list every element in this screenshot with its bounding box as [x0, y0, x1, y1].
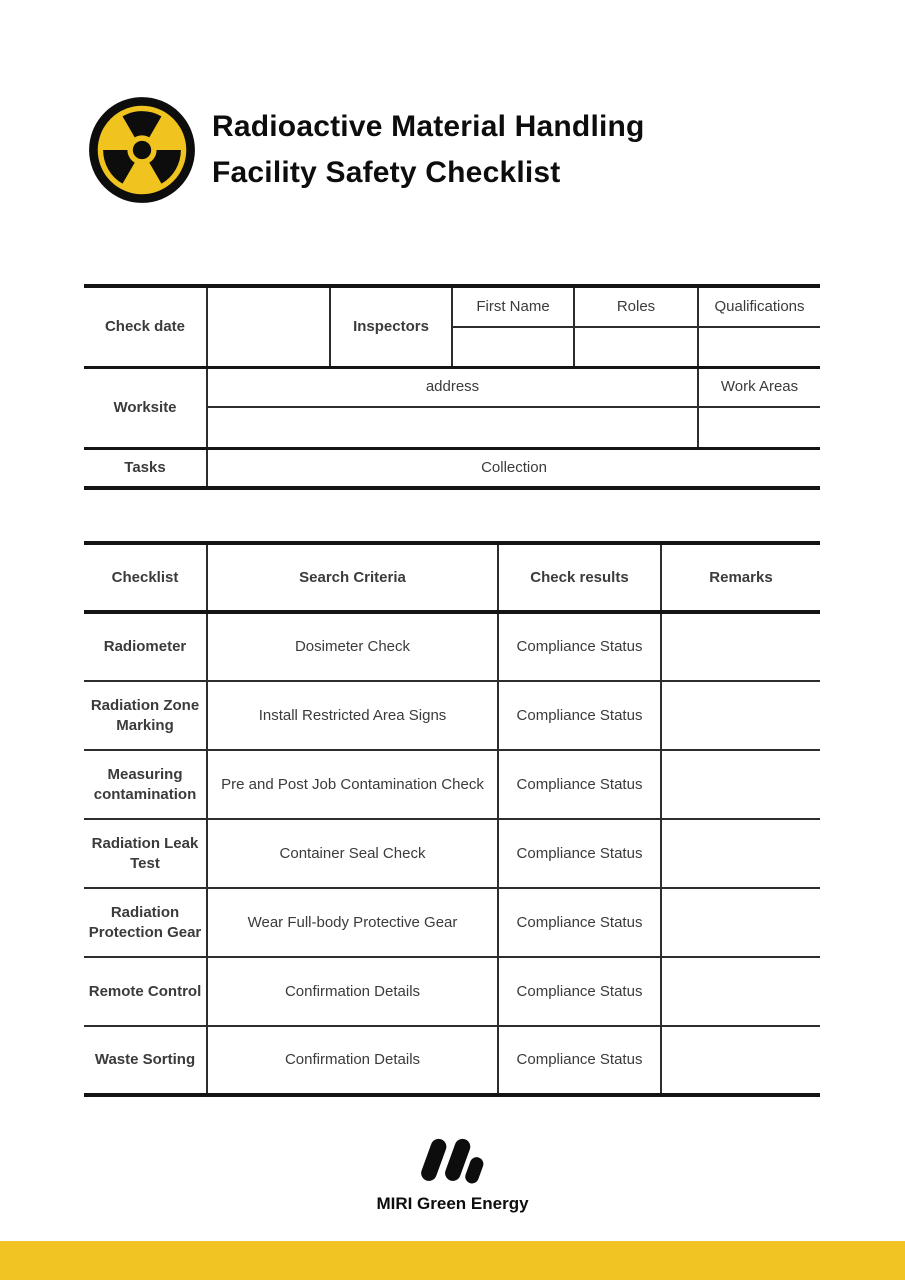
page-footer: [0, 1136, 905, 1214]
tasks-label: Tasks: [84, 448, 207, 488]
tasks-collection-cell: Collection: [207, 448, 820, 488]
search-criteria-cell: Install Restricted Area Signs: [207, 681, 498, 750]
search-criteria-cell: Dosimeter Check: [207, 612, 498, 681]
miri-m-monogram-icon: [415, 1136, 491, 1188]
search-criteria-cell: Container Seal Check: [207, 819, 498, 888]
brand-name: MIRI Green Energy: [376, 1194, 529, 1213]
remarks-cell: [661, 1026, 820, 1095]
remarks-cell: [661, 612, 820, 681]
page-title-line1: Radioactive Material Handling: [212, 110, 645, 143]
page-title: [212, 104, 645, 196]
checklist-item-label: Radiometer: [84, 612, 207, 681]
table-row: [84, 957, 820, 1026]
safety-checklist-table: [84, 541, 820, 1097]
check-date-value-cell: [207, 286, 330, 367]
search-criteria-cell: Wear Full-body Protective Gear: [207, 888, 498, 957]
checklist-item-label: Radiation Leak Test: [84, 819, 207, 888]
remarks-cell: [661, 888, 820, 957]
bottom-accent-bar: [0, 1241, 905, 1280]
table-row: [84, 681, 820, 750]
remarks-cell: [661, 681, 820, 750]
check-result-cell: Compliance Status: [498, 681, 661, 750]
remarks-cell: [661, 957, 820, 1026]
col-header-checklist: Checklist: [84, 543, 207, 612]
table-row: [84, 750, 820, 819]
search-criteria-cell: Confirmation Details: [207, 957, 498, 1026]
checklist-item-label: Remote Control: [84, 957, 207, 1026]
check-result-cell: Compliance Status: [498, 888, 661, 957]
check-result-cell: Compliance Status: [498, 957, 661, 1026]
table-row: [84, 1026, 820, 1095]
worksite-label: Worksite: [84, 367, 207, 448]
first-name-value-cell: [452, 327, 574, 367]
page-title-line2: Facility Safety Checklist: [212, 156, 561, 189]
first-name-header: First Name: [452, 286, 574, 327]
table-row: [84, 819, 820, 888]
col-header-remarks: Remarks: [661, 543, 820, 612]
col-header-search-criteria: Search Criteria: [207, 543, 498, 612]
search-criteria-cell: Pre and Post Job Contamination Check: [207, 750, 498, 819]
check-result-cell: Compliance Status: [498, 819, 661, 888]
search-criteria-cell: Confirmation Details: [207, 1026, 498, 1095]
inspectors-label: Inspectors: [330, 286, 452, 367]
address-header: address: [207, 367, 698, 407]
checklist-item-label: Radiation Zone Marking: [84, 681, 207, 750]
checklist-item-label: Waste Sorting: [84, 1026, 207, 1095]
checklist-item-label: Radiation Protection Gear: [84, 888, 207, 957]
checklist-item-label: Measuring contamination: [84, 750, 207, 819]
address-value-cell: [207, 407, 698, 448]
qualifications-value-cell: [698, 327, 820, 367]
check-result-cell: Compliance Status: [498, 612, 661, 681]
check-result-cell: Compliance Status: [498, 750, 661, 819]
remarks-cell: [661, 750, 820, 819]
remarks-cell: [661, 819, 820, 888]
check-result-cell: Compliance Status: [498, 1026, 661, 1095]
work-areas-header: Work Areas: [698, 367, 820, 407]
inspection-info-table: [84, 284, 820, 490]
work-areas-value-cell: [698, 407, 820, 448]
roles-value-cell: [574, 327, 698, 367]
check-date-label: Check date: [84, 286, 207, 367]
table-row: [84, 888, 820, 957]
col-header-check-results: Check results: [498, 543, 661, 612]
page-header: [88, 96, 645, 204]
table-row: [84, 612, 820, 681]
radiation-trefoil-icon: [88, 96, 196, 204]
roles-header: Roles: [574, 286, 698, 327]
qualifications-header: Qualifications: [698, 286, 820, 327]
